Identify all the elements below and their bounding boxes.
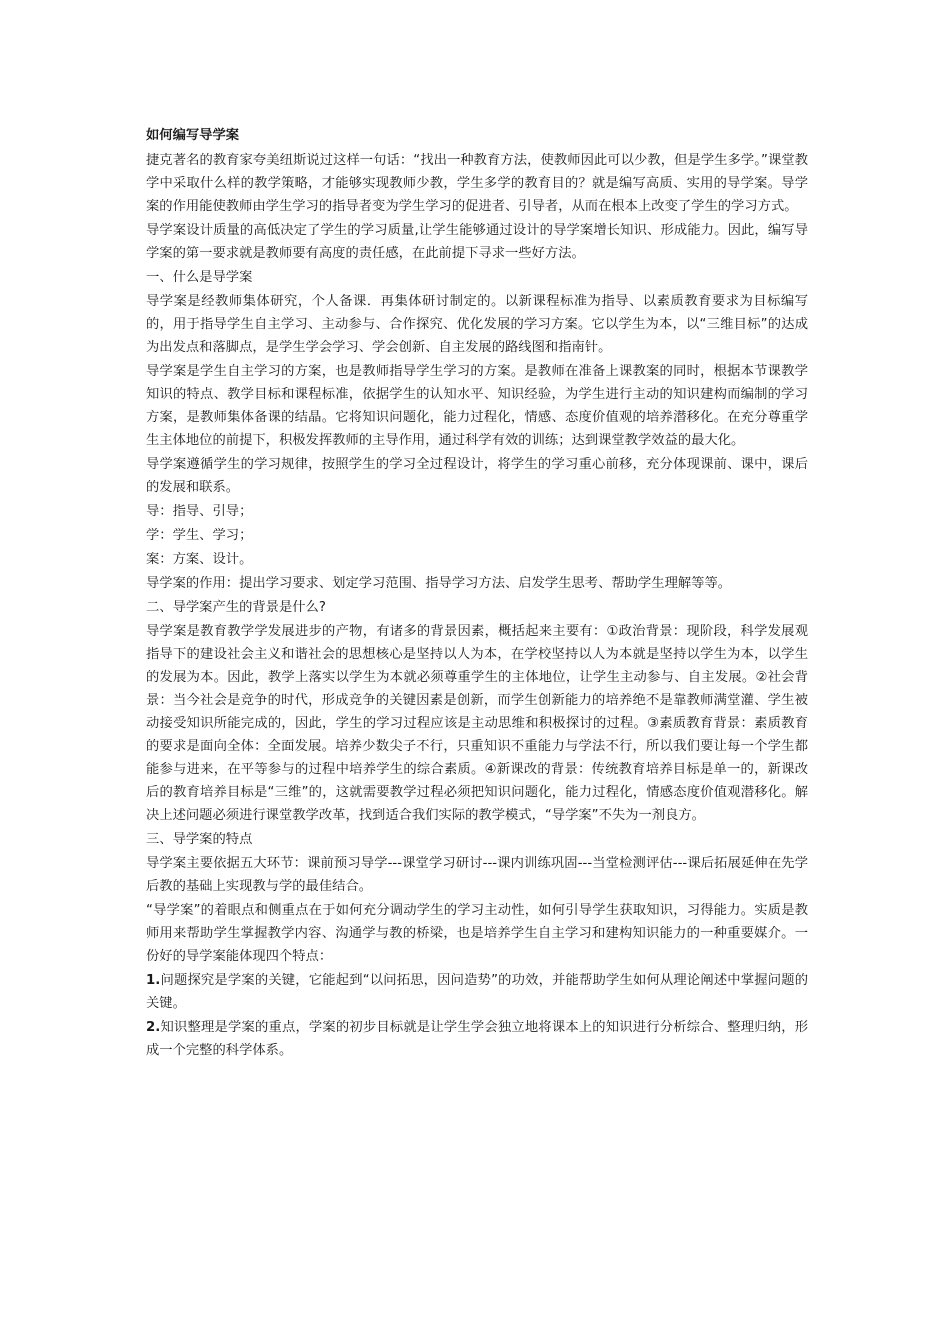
definition-line: 案：方案、设计。 [146, 552, 253, 567]
paragraph: 导学案是教育教学学发展进步的产物，有诸多的背景因素，概括起来主要有：①政治背景：现阶段，科学发展观指导下的建设社会主义和谐社会的思想核心是坚持以人为本，在学校坚持以人为本就是坚持以学生为本，以学生的发展为本。因此，教学上落实以学生为本就必须尊重学生的主体地位，让学生主动参与、自主发展。②社会背景：当今社会是竞争的时代，形成竞争的关键因素是创新，而学生创新能力的培养绝不是靠教师满堂灌、学生被动接受知识所能完成的，因此，学生的学习过程应该是主动思维和积极探讨的过程。③素质教育背景：素质教育的要求是面向全体：全面发展。培养少数尖子不行，只重知识不重能力与学法不行，所以我们要让每一个学生都能参与进来，在平等参与的过程中培养学生的综合素质。④新课改的背景：传统教育培养目标是单一的，新课改后的教育培养目标是“三维”的，这就需要教学过程必须把知识问题化，能力过程化，情感态度价值观潜移化。解决上述问题必须进行课堂教学改革，找到适合我们实际的教学模式，“导学案”不失为一剂良方。 [146, 624, 808, 823]
paragraph: 导学案是经教师集体研究，个人备课．再集体研讨制定的。以新课程标准为指导、以素质教育要求为目标编写的，用于指导学生自主学习、主动参与、合作探究、优化发展的学习方案。它以学生为本，以“三维目标”的达成为出发点和落脚点，是学生学会学习、学会创新、自主发展的路线图和指南针。 [146, 294, 808, 355]
item-number: 2. [146, 1020, 161, 1035]
section-heading: 二、导学案产生的背景是什么? [146, 600, 326, 615]
paragraph: 导学案的作用：提出学习要求、划定学习范围、指导学习方法、启发学生思考、帮助学生理解等等。 [146, 576, 732, 591]
paragraph: 导学案设计质量的高低决定了学生的学习质量,让学生能够通过设计的导学案增长知识、形成能力。因此，编写导学案的第一要求就是教师要有高度的责任感，在此前提下寻求一些好方法。 [146, 223, 808, 261]
section-heading: 三、导学案的特点 [146, 832, 253, 847]
numbered-item [146, 1016, 808, 1062]
paragraph: 导学案主要依据五大环节：课前预习导学---课堂学习研讨---课内训练巩固---当堂检测评估---课后拓展延伸在先学后教的基础上实现教与学的最佳结合。 [146, 856, 808, 894]
item-text: 知识整理是学案的重点，学案的初步目标就是让学生学会独立地将课本上的知识进行分析综合、整理归纳，形成一个完整的科学体系。 [146, 1020, 808, 1058]
definition-line: 导：指导、引导； [146, 504, 253, 519]
paragraph: 导学案是学生自主学习的方案，也是教师指导学生学习的方案。是教师在准备上课教案的同时，根据本节课教学知识的特点、教学目标和课程标准，依据学生的认知水平、知识经验，为学生进行主动的知识建构而编制的学习方案，是教师集体备课的结晶。它将知识问题化，能力过程化，情感、态度价值观的培养潜移化。在充分尊重学生主体地位的前提下，积极发挥教师的主导作用，通过科学有效的训练；达到课堂教学效益的最大化。 [146, 364, 808, 448]
definition-line: 学：学生、学习； [146, 528, 253, 543]
paragraph: 捷克著名的教育家夸美纽斯说过这样一句话：“找出一种教育方法，使教师因此可以少教，但是学生多学。”课堂教学中采取什么样的教学策略，才能够实现教师少教，学生多学的教育目的？就是编写高质、实用的导学案。导学案的作用能使教师由学生学习的指导者变为学生学习的促进者、引导者，从而在根本上改变了学生的学习方式。 [146, 153, 808, 214]
section-heading: 一、什么是导学案 [146, 270, 253, 285]
item-text: 问题探究是学案的关键，它能起到“以问拓思，因问造势”的功效，并能帮助学生如何从理论阐述中掌握问题的关键。 [146, 973, 808, 1011]
paragraph: 导学案遵循学生的学习规律，按照学生的学习全过程设计，将学生的学习重心前移，充分体现课前、课中，课后的发展和联系。 [146, 457, 808, 495]
numbered-item [146, 969, 808, 1015]
paragraph: “导学案”的着眼点和侧重点在于如何充分调动学生的学习主动性，如何引导学生获取知识，习得能力。实质是教师用来帮助学生掌握教学内容、沟通学与教的桥梁，也是培养学生自主学习和建构知识能力的一种重要媒介。一份好的导学案能体现四个特点： [146, 903, 808, 964]
item-number: 1. [146, 973, 161, 988]
document-title: 如何编写导学案 [146, 128, 240, 143]
document-page [146, 124, 808, 1063]
